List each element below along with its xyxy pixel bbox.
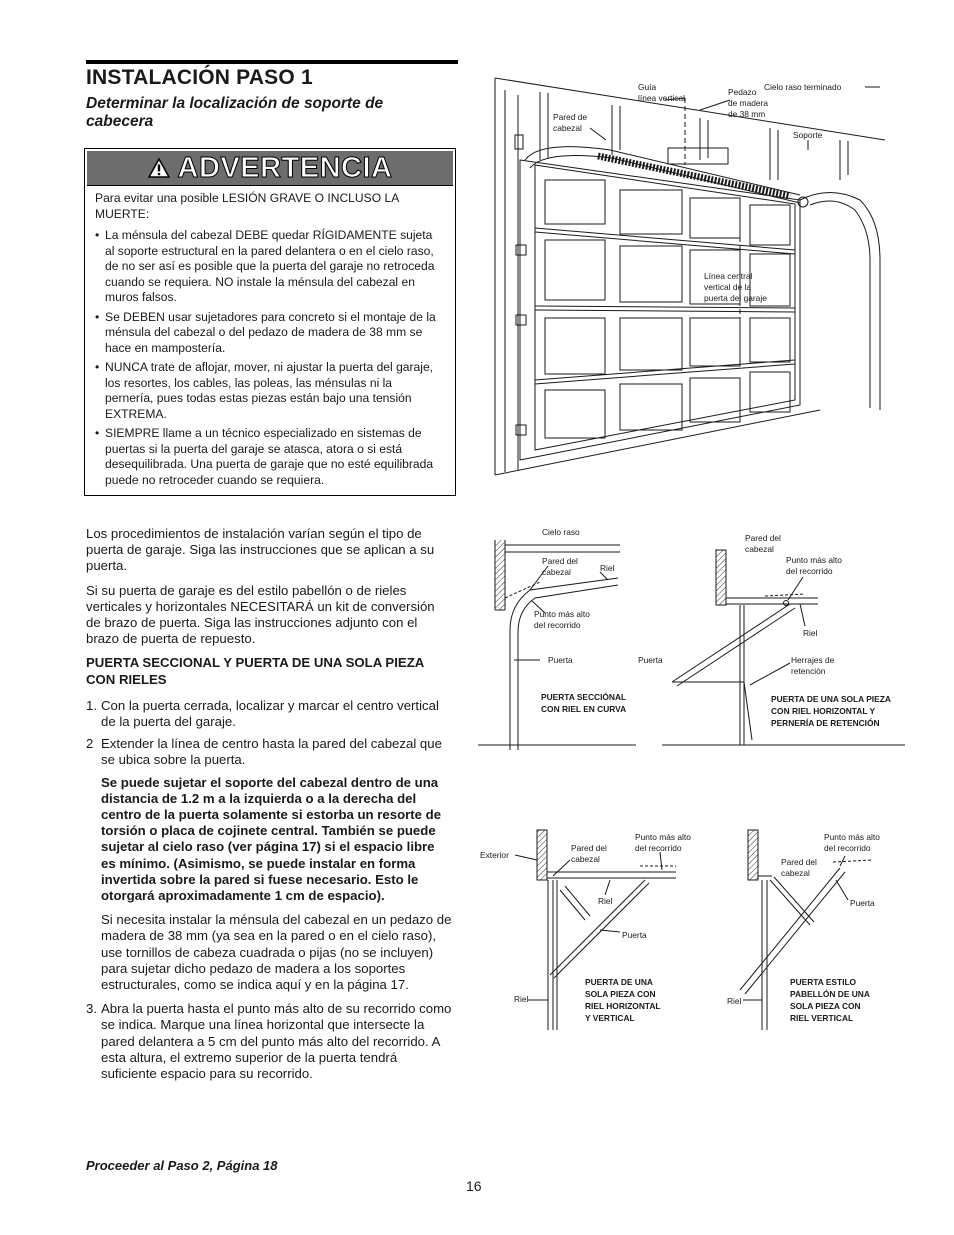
diagram-one-piece-horizontal-rail <box>635 528 910 750</box>
warning-box <box>84 148 456 496</box>
cielo-terminado-label: Cielo raso terminado <box>764 82 842 92</box>
step-text: Abra la puerta hasta el punto más alto de su recorrido como se indica. Marque una línea horizontal que intersecte la pared delantera a 5 cm del punto más alto del recorrido. A esta altura, el extremo superior de la puerta tendrá suficiente espacio para su recorrido. <box>101 1001 452 1082</box>
step-text: Extender la línea de centro hasta la pared del cabezal que se ubica sobre la puerta. <box>101 736 442 768</box>
bold-note: Se puede sujetar el soporte del cabezal dentro de una distancia de 1.2 m a la izquierda o a la derecha del centro de la puerta solamente si estorba un resorte de torsión o placa de cojinete central. También se puede sujetar al cielo raso (ver página 17) si el espacio libre es mínimo. (Asimismo, se puede instalar en forma invertida sobre la pared si fuese necesario. Esto le otorgará aproximadamente 1 cm de espacio). <box>101 774 442 904</box>
caption-line-3: SOLA PIEZA CON <box>790 1001 861 1011</box>
linea-central-label: Línea central <box>704 271 753 281</box>
pedazo-label-2: de madera <box>728 98 769 108</box>
pared-label: Pared del <box>745 533 781 543</box>
intro-paragraph: Los procedimientos de instalación varían según el tipo de puerta de garaje. Siga las instrucciones que se aplican a su puerta. <box>86 526 435 574</box>
warning-bullet: • NUNCA trate de aflojar, mover, ni ajustar la puerta del garaje, los resortes, los cables, las poleas, las ménsulas ni la pernería, pues todas estas piezas están bajo una tensión EXTREMA. <box>95 360 443 422</box>
puerta-label: Puerta <box>638 655 663 665</box>
linea-central-label-3: puerta del garaje <box>704 293 767 303</box>
riel-label: Riel <box>600 563 615 573</box>
step-number: 2 <box>86 736 94 752</box>
pared-label: Pared del <box>542 556 578 566</box>
warning-header <box>87 151 453 186</box>
diagram-one-piece-horizontal-vertical-rail <box>478 822 698 1034</box>
caption-line-3: RIEL HORIZONTAL <box>585 1001 661 1011</box>
pared-label: Pared del <box>781 857 817 867</box>
warning-bullet: • Se DEBEN usar sujetadores para concreto si el montaje de la ménsula del cabezal o del pedazo de madera de 38 mm se hace en mampostería. <box>95 310 443 357</box>
caption-line-3: PERNERÍA DE RETENCIÓN <box>771 718 880 728</box>
puerta-label: Puerta <box>850 898 875 908</box>
riel-bottom-label: Riel <box>514 994 529 1004</box>
caption-line-2: CON RIEL HORIZONTAL Y <box>771 706 876 716</box>
caption-line-2: SOLA PIEZA CON <box>585 989 656 999</box>
warning-bullet: • La ménsula del cabezal DEBE quedar RÍGIDAMENTE sujeta al soporte estructural en la pared delantera o en el cielo raso, de no ser así es posible que la puerta del garaje no retroceda cuando se requiera. NO instale la ménsula del cabezal en muros falsos. <box>95 228 443 306</box>
diagram-sectional-curved-rail <box>475 525 640 750</box>
step-2 <box>86 736 452 768</box>
riel-label: Riel <box>727 996 742 1006</box>
body-text <box>86 526 452 1088</box>
guia-label: Guía <box>638 82 657 92</box>
pedazo-label: Pedazo <box>728 87 757 97</box>
linea-central-label-2: vertical de la <box>704 282 752 292</box>
pared-label: Pared de <box>553 112 587 122</box>
caption-line-1: PUERTA SECCIÓNAL <box>541 692 627 702</box>
pared-label-2: cabezal <box>745 544 774 554</box>
punto-label: Punto más alto <box>786 555 842 565</box>
punto-label: Punto más alto <box>635 832 691 842</box>
garage-door-illustration <box>490 72 890 480</box>
section-heading: PUERTA SECCIONAL Y PUERTA DE UNA SOLA PIEZA CON RIELES <box>86 655 424 687</box>
pared-label-2: cabezal <box>571 854 600 864</box>
caption-line-1: PUERTA ESTILO <box>790 977 857 987</box>
punto-label: Punto más alto <box>824 832 880 842</box>
puerta-label: Puerta <box>622 930 647 940</box>
page-subtitle: Determinar la localización de soporte de cabecera <box>86 95 384 130</box>
pared-label-2: cabezal <box>553 123 582 133</box>
step-3 <box>86 1001 452 1082</box>
punto-label-2: del recorrido <box>534 620 581 630</box>
exterior-label: Exterior <box>480 850 509 860</box>
caption-line-2: CON RIEL EN CURVA <box>541 704 627 714</box>
pared-label-2: cabezal <box>542 567 571 577</box>
step-text: Con la puerta cerrada, localizar y marcar el centro vertical de la puerta del garaje. <box>101 697 439 730</box>
caption-line-4: RIEL VERTICAL <box>790 1013 854 1023</box>
herrajes-label: Herrajes de <box>791 655 835 665</box>
puerta-label: Puerta <box>548 655 573 665</box>
cielo-label: Cielo raso <box>542 527 580 537</box>
caption-line-1: PUERTA DE UNA <box>585 977 653 987</box>
riel-label: Riel <box>803 628 818 638</box>
pared-label-2: cabezal <box>781 868 810 878</box>
soporte-label: Soporte <box>793 130 823 140</box>
caption-line-2: PABELLÓN DE UNA <box>790 989 870 999</box>
title-rule <box>86 60 458 64</box>
riel-top-label: Riel <box>598 896 613 906</box>
pedazo-label-3: de 38 mm <box>728 109 766 119</box>
kit-paragraph: Si su puerta de garaje es del estilo pabellón o de rieles verticales y horizontales NECESITARÁ un kit de conversión de brazo de puerta. Siga las instrucciones adjunto con el brazo de puerta de repuesto. <box>86 582 435 647</box>
caption-line-4: Y VERTICAL <box>585 1013 635 1023</box>
diagram-pavilion-vertical-rail <box>720 822 910 1034</box>
warning-title: ADVERTENCIA <box>177 151 393 184</box>
page-number: 16 <box>466 1178 482 1194</box>
step-number: 1. <box>86 697 97 713</box>
herrajes-label-2: retención <box>791 666 826 676</box>
guia-label-2: línea vertical <box>638 93 686 103</box>
warning-bullet: • SIEMPRE llame a un técnico especializado en sistemas de puertas si la puerta del garaje se atasca, atora o si está desequilibrada. Una puerta de garaje que no esté equilibrada puede no retroceder cuando se requiera. <box>95 426 443 488</box>
page-title: INSTALACIÓN PASO 1 <box>86 66 313 89</box>
wood-note: Si necesita instalar la ménsula del cabezal en un pedazo de madera de 38 mm (ya sea en la pared o en el cielo raso), use tornillos de cabeza cuadrada o pijas (no se incluyen) para sujetar dicho pedazo de madera a los soportes estructurales, como se indica aquí y en la página 17. <box>101 912 452 993</box>
caption-line-1: PUERTA DE UNA SOLA PIEZA <box>771 694 891 704</box>
warning-intro: Para evitar una posible LESIÓN GRAVE O INCLUSO LA MUERTE: <box>95 191 399 221</box>
warning-triangle-icon <box>148 158 170 178</box>
warning-list <box>95 228 443 488</box>
pared-label: Pared del <box>571 843 607 853</box>
punto-label-2: del recorrido <box>824 843 871 853</box>
step-number: 3. <box>86 1001 97 1017</box>
step-1 <box>86 698 452 730</box>
punto-label-2: del recorrido <box>635 843 682 853</box>
warning-body <box>95 191 443 492</box>
punto-label-2: del recorrido <box>786 566 833 576</box>
punto-label: Punto más alto <box>534 609 590 619</box>
next-step-note: Proceeder al Paso 2, Página 18 <box>86 1158 278 1173</box>
